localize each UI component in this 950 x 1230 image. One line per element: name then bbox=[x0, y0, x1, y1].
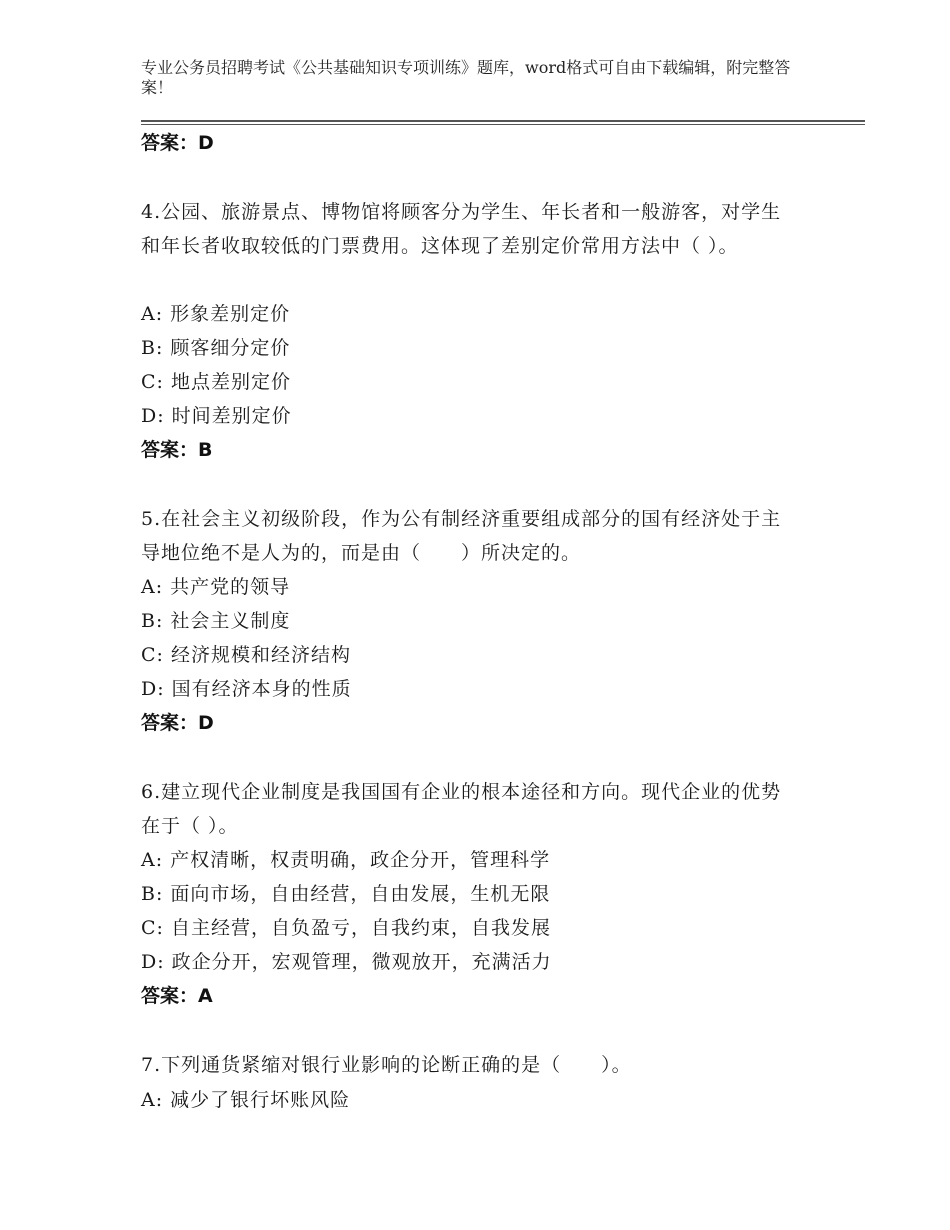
question-5-option-b: B: 社会主义制度 bbox=[141, 610, 291, 632]
question-6-stem: 6.建立现代企业制度是我国国有企业的根本途径和方向。现代企业的优势在于（ ）。 bbox=[141, 781, 782, 837]
question-6-answer: 答案：A bbox=[141, 985, 213, 1007]
question-4-stem: 4.公园、旅游景点、博物馆将顾客分为学生、年长者和一般游客，对学生和年长者收取较低的门票费用。这体现了差别定价常用方法中（ ）。 bbox=[141, 201, 782, 257]
question-6-option-c: C: 自主经营，自负盈亏，自我约束，自我发展 bbox=[141, 917, 551, 939]
question-4-option-a: A: 形象差别定价 bbox=[141, 303, 291, 325]
question-6-option-b: B: 面向市场，自由经营，自由发展，生机无限 bbox=[141, 883, 551, 905]
page-header: 专业公务员招聘考试《公共基础知识专项训练》题库，word格式可自由下载编辑，附完整答案！ bbox=[141, 58, 791, 97]
question-5-option-c: C: 经济规模和经济结构 bbox=[141, 644, 351, 666]
question-4-option-d: D: 时间差别定价 bbox=[141, 405, 292, 427]
header-rule-thick bbox=[141, 120, 865, 122]
question-5-option-a: A: 共产党的领导 bbox=[141, 576, 291, 598]
question-6-option-a: A: 产权清晰，权责明确，政企分开，管理科学 bbox=[141, 849, 551, 871]
answer-line-q3: 答案：D bbox=[141, 132, 214, 154]
question-6-option-d: D: 政企分开，宏观管理，微观放开，充满活力 bbox=[141, 951, 552, 973]
header-rule-thin bbox=[141, 124, 865, 125]
question-7-stem: 7.下列通货紧缩对银行业影响的论断正确的是（ ）。 bbox=[141, 1054, 632, 1076]
question-5-stem: 5.在社会主义初级阶段，作为公有制经济重要组成部分的国有经济处于主导地位绝不是人为的，而是由（ ）所决定的。 bbox=[141, 508, 782, 564]
question-4-option-c: C: 地点差别定价 bbox=[141, 371, 291, 393]
question-5-answer: 答案：D bbox=[141, 712, 214, 734]
question-7-option-a: A: 减少了银行坏账风险 bbox=[141, 1089, 351, 1111]
question-5-option-d: D: 国有经济本身的性质 bbox=[141, 678, 352, 700]
question-4-answer: 答案：B bbox=[141, 439, 213, 461]
question-4-option-b: B: 顾客细分定价 bbox=[141, 337, 291, 359]
